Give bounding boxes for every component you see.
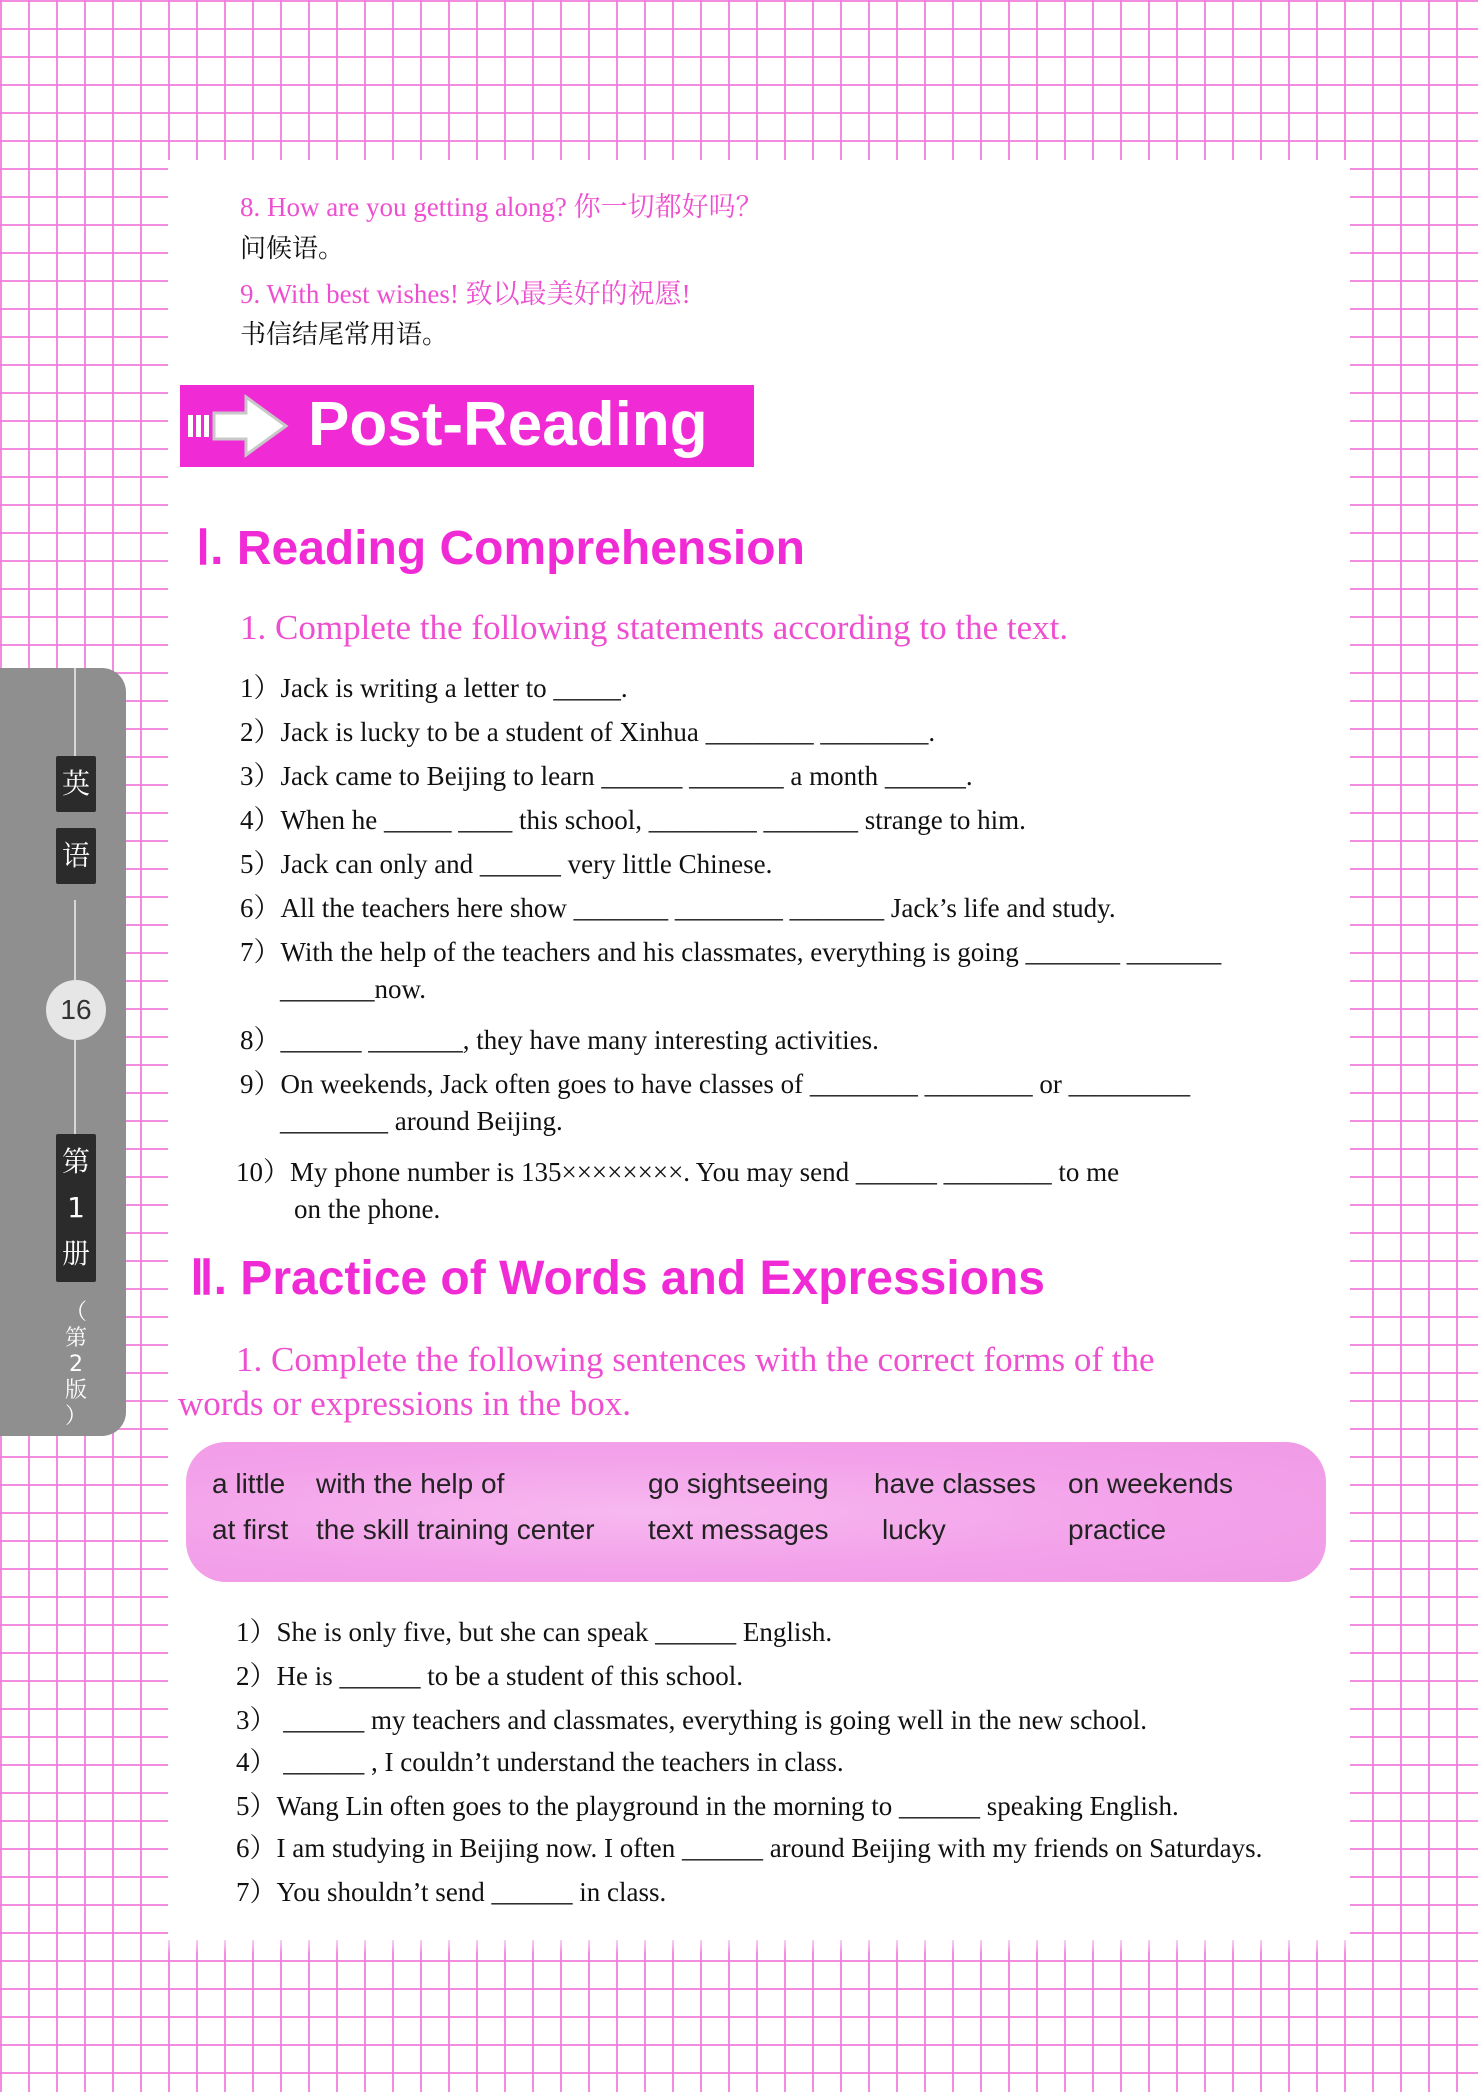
statement-item-continued: ________ around Beijing. bbox=[280, 1106, 563, 1136]
sentence-item: 1）She is only five, but she can speak ______ English. bbox=[236, 1617, 833, 1647]
statement-item: 9）On weekends, Jack often goes to have classes of ________ ________ or _________ bbox=[240, 1069, 1191, 1099]
side-subject-char: 英 bbox=[56, 756, 96, 812]
word-option: a little bbox=[212, 1468, 286, 1499]
word-option: lucky bbox=[882, 1514, 946, 1545]
statement-item-continued: on the phone. bbox=[294, 1194, 441, 1224]
word-option: have classes bbox=[874, 1468, 1036, 1499]
word-option: practice bbox=[1068, 1514, 1167, 1545]
section-2-task-line1: 1. Complete the following sentences with the correct forms of the bbox=[236, 1340, 1155, 1379]
word-option: with the help of bbox=[316, 1468, 505, 1499]
section-2-heading: Ⅱ. Practice of Words and Expressions bbox=[190, 1252, 1045, 1305]
sentence-item: 2）He is ______ to be a student of this school. bbox=[236, 1661, 743, 1691]
side-volume-char: 第 bbox=[56, 1134, 96, 1190]
statement-item: 5）Jack can only and ______ very little Chinese. bbox=[240, 849, 773, 879]
page-number: 16 bbox=[46, 980, 106, 1040]
statement-item-continued: _______now. bbox=[280, 974, 426, 1004]
note-9: 9. With best wishes! 致以最美好的祝愿! bbox=[240, 279, 691, 309]
note-8: 8. How are you getting along? 你一切都好吗？ bbox=[240, 192, 763, 222]
statement-item: 3）Jack came to Beijing to learn ______ _______ a month ______. bbox=[240, 761, 973, 791]
edition-char: 第 bbox=[64, 1326, 87, 1351]
edition-label bbox=[58, 1300, 94, 1430]
side-divider bbox=[74, 900, 76, 980]
side-divider bbox=[74, 1040, 76, 1148]
statement-item: 7）With the help of the teachers and his classmates, everything is going _______ _______ bbox=[240, 937, 1222, 967]
statement-item: 6）All the teachers here show _______ ________ _______ Jack’s life and study. bbox=[240, 893, 1116, 923]
post-reading-banner bbox=[180, 385, 754, 467]
side-divider bbox=[74, 668, 76, 758]
section-1-heading: Ⅰ. Reading Comprehension bbox=[196, 522, 805, 575]
word-option: go sightseeing bbox=[648, 1468, 829, 1499]
sentence-item: 7）You shouldn’t send ______ in class. bbox=[236, 1877, 667, 1907]
statement-item: 4）When he _____ ____ this school, ________ _______ strange to him. bbox=[240, 805, 1026, 835]
page-bottom-edge bbox=[168, 1930, 1350, 1954]
word-box bbox=[186, 1442, 1326, 1582]
sentence-item: 4） ______ , I couldn’t understand the teachers in class. bbox=[236, 1747, 844, 1777]
statement-item: 10）My phone number is 135××××××××. You may send ______ ________ to me bbox=[236, 1157, 1120, 1187]
section-2-task-line2: words or expressions in the box. bbox=[178, 1384, 632, 1423]
banner-title: Post-Reading bbox=[308, 390, 708, 459]
edition-char: 版 bbox=[64, 1378, 87, 1403]
section-1-task: 1. Complete the following statements according to the text. bbox=[240, 608, 1069, 647]
word-option: on weekends bbox=[1068, 1468, 1234, 1499]
edition-char: ） bbox=[64, 1404, 87, 1429]
statement-item: 8）______ _______, they have many interesting activities. bbox=[240, 1025, 879, 1055]
word-option: the skill training center bbox=[316, 1514, 595, 1545]
sentence-item: 3） ______ my teachers and classmates, everything is going well in the new school. bbox=[236, 1705, 1148, 1735]
edition-char: 2 bbox=[69, 1352, 83, 1377]
sentence-item: 5）Wang Lin often goes to the playground in the morning to ______ speaking English. bbox=[236, 1791, 1179, 1821]
side-volume-char: 1 bbox=[56, 1180, 96, 1236]
edition-char: （ bbox=[64, 1300, 87, 1325]
word-option: at first bbox=[212, 1514, 289, 1545]
statement-item: 2）Jack is lucky to be a student of Xinhua ________ ________. bbox=[240, 717, 936, 747]
arrow-icon bbox=[186, 391, 296, 461]
word-option: text messages bbox=[648, 1514, 829, 1545]
statement-item: 1）Jack is writing a letter to _____. bbox=[240, 673, 628, 703]
side-subject-char: 语 bbox=[56, 828, 96, 884]
note-9-explanation: 书信结尾常用语。 bbox=[240, 320, 449, 349]
note-8-explanation: 问候语。 bbox=[240, 234, 345, 263]
sentence-item: 6）I am studying in Beijing now. I often ______ around Beijing with my friends on Saturdays. bbox=[236, 1833, 1263, 1863]
side-volume-char: 册 bbox=[56, 1226, 96, 1282]
